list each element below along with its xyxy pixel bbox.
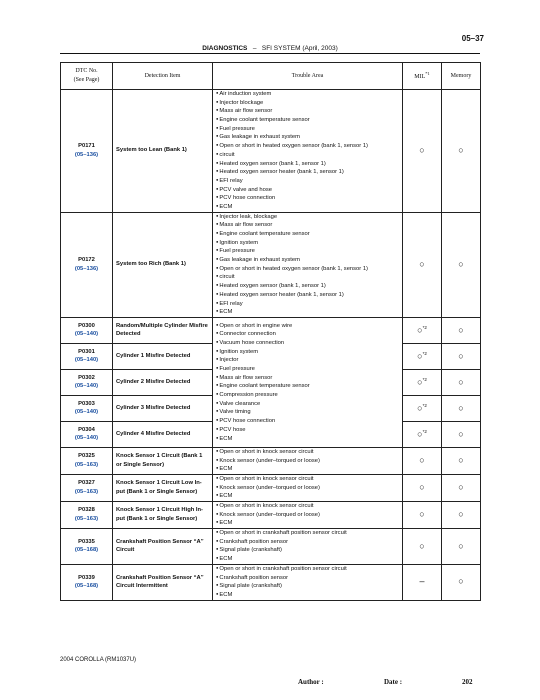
memory-indicator: ○	[458, 376, 464, 387]
dtc-code-cell	[61, 421, 113, 447]
trouble-area-item: ● ECM	[216, 591, 399, 600]
detection-item: Cylinder 4 Misfire Detected	[113, 421, 213, 447]
trouble-area-item: ● Fuel pressure	[216, 365, 399, 374]
trouble-area-cell	[213, 502, 403, 529]
trouble-area-item: ● ECM	[216, 519, 399, 528]
trouble-area-item: ● circuit	[216, 273, 399, 282]
dtc-code-cell	[61, 447, 113, 474]
trouble-area-item: ● PCV hose connection	[216, 417, 399, 426]
trouble-area-item: ● PCV hose connection	[216, 194, 399, 203]
table-row	[61, 317, 481, 343]
mil-cell	[403, 343, 442, 369]
table-row	[61, 474, 481, 501]
trouble-area-cell	[213, 212, 403, 317]
dtc-code: P0172	[78, 257, 95, 264]
memory-indicator: ○	[458, 350, 464, 361]
mil-note: *2	[422, 428, 427, 434]
mil-note: *2	[422, 402, 427, 408]
dtc-code-cell	[61, 395, 113, 421]
trouble-area-cell	[213, 474, 403, 501]
trouble-area-item: ● Signal plate (crankshaft)	[216, 582, 399, 591]
mil-indicator: ○	[417, 376, 423, 387]
trouble-area-item: ● Vacuum hose connection	[216, 339, 399, 348]
table-row	[61, 447, 481, 474]
detection-item: System too Lean (Bank 1)	[113, 90, 213, 213]
trouble-area-item: ● Knock sensor (under–torqued or loose)	[216, 484, 399, 493]
dtc-code-cell	[61, 317, 113, 343]
trouble-area-item: ● Open or short in crankshaft position sensor circuit	[216, 529, 399, 538]
table-row	[61, 529, 481, 565]
memory-cell	[442, 564, 481, 600]
trouble-area-item: ● PCV valve and hose	[216, 186, 399, 195]
dtc-code: P0303	[78, 400, 95, 407]
dtc-code: P0171	[78, 143, 95, 150]
trouble-area-item: ● Open or short in knock sensor circuit	[216, 475, 399, 484]
mil-cell	[403, 502, 442, 529]
dtc-code-cell	[61, 369, 113, 395]
head-separator: –	[252, 45, 257, 52]
trouble-area-item: ● Engine coolant temperature sensor	[216, 382, 399, 391]
trouble-area-cell	[213, 447, 403, 474]
detection-item: Random/Multiple Cylinder Misfire Detected	[113, 317, 213, 343]
dtc-code: P0327	[78, 480, 95, 487]
detection-item: Cylinder 3 Misfire Detected	[113, 395, 213, 421]
mil-indicator: ○	[419, 540, 425, 551]
trouble-area-item: ● Fuel pressure	[216, 125, 399, 134]
footer-page: 202	[462, 678, 473, 686]
memory-cell	[442, 212, 481, 317]
trouble-area-cell	[213, 317, 403, 447]
memory-cell	[442, 447, 481, 474]
trouble-area-item: ● Heated oxygen sensor (bank 1, sensor 1)	[216, 282, 399, 291]
trouble-area-item: ● Engine coolant temperature sensor	[216, 230, 399, 239]
dtc-code-cell	[61, 343, 113, 369]
dtc-page-ref: (05–168)	[74, 547, 99, 554]
dtc-page-ref: (05–140)	[74, 383, 99, 390]
mil-note: *2	[422, 350, 427, 356]
trouble-area-item: ● Crankshaft position sensor	[216, 574, 399, 583]
mil-indicator: ○	[417, 324, 423, 335]
trouble-area-item: ● ECM	[216, 203, 399, 212]
mil-indicator: ○	[417, 428, 423, 439]
col-header-code	[61, 63, 113, 90]
trouble-area-item: ● EFI relay	[216, 300, 399, 309]
mil-cell	[403, 529, 442, 565]
memory-cell	[442, 317, 481, 343]
trouble-area-item: ● Ignition system	[216, 348, 399, 357]
mil-note: *2	[422, 324, 427, 330]
mil-cell	[403, 369, 442, 395]
memory-indicator: ○	[458, 402, 464, 413]
mil-cell	[403, 474, 442, 501]
trouble-area-item: ● PCV hose	[216, 426, 399, 435]
memory-indicator: ○	[458, 259, 464, 269]
table-row	[61, 90, 481, 213]
mil-indicator: ○	[419, 482, 425, 493]
detection-item: System too Rich (Bank 1)	[113, 212, 213, 317]
trouble-area-item: ● Connector connection	[216, 330, 399, 339]
memory-indicator: ○	[458, 482, 464, 493]
mil-indicator: ○	[419, 509, 425, 520]
trouble-area-item: ● Mass air flow sensor	[216, 374, 399, 383]
trouble-area-item: ● Injector blockage	[216, 99, 399, 108]
trouble-area-item: ● Knock sensor (under–torqued or loose)	[216, 457, 399, 466]
mil-indicator: ○	[419, 145, 425, 156]
dtc-code: P0325	[78, 453, 95, 460]
dtc-code-cell	[61, 564, 113, 600]
trouble-area-item: ● ECM	[216, 308, 399, 317]
dtc-code: P0335	[78, 538, 95, 545]
table-row	[61, 502, 481, 529]
trouble-area-item: ● Mass air flow sensor	[216, 107, 399, 116]
memory-cell	[442, 474, 481, 501]
dtc-page-ref: (05–140)	[74, 409, 99, 416]
col-header-mil	[403, 63, 442, 90]
trouble-area-item: ● Open or short in heated oxygen sensor (bank 1, sensor 1)	[216, 265, 399, 274]
dtc-page-ref: (05–136)	[74, 151, 99, 158]
col-header-mil-note: *1	[425, 70, 430, 76]
trouble-area-item: ● EFI relay	[216, 177, 399, 186]
memory-indicator: ○	[458, 145, 464, 156]
mil-indicator: ○	[419, 259, 425, 269]
dtc-code-cell	[61, 529, 113, 565]
col-header-code-line1: DTC No.	[75, 68, 98, 74]
trouble-area-item: ● Heated oxygen sensor heater (bank 1, sensor 1)	[216, 291, 399, 300]
memory-cell	[442, 502, 481, 529]
dtc-page-ref: (05–168)	[74, 583, 99, 590]
detection-item: Knock Sensor 1 Circuit (Bank 1 or Single Sensor)	[113, 447, 213, 474]
trouble-area-item: ● Open or short in crankshaft position sensor circuit	[216, 565, 399, 574]
mil-note: *2	[422, 376, 427, 382]
col-header-trouble: Trouble Area	[213, 63, 403, 90]
memory-cell	[442, 421, 481, 447]
mil-cell	[403, 421, 442, 447]
dtc-code: P0339	[78, 574, 95, 581]
trouble-area-item: ● ECM	[216, 435, 399, 444]
mil-cell	[403, 447, 442, 474]
trouble-area-item: ● Gas leakage in exhaust system	[216, 133, 399, 142]
header-rule	[60, 53, 480, 54]
memory-indicator: ○	[458, 455, 464, 466]
memory-cell	[442, 343, 481, 369]
dtc-code: P0301	[78, 348, 95, 355]
section-title: DIAGNOSTICS	[202, 45, 248, 52]
page-number: 05–37	[461, 34, 484, 43]
dtc-code: P0304	[78, 426, 95, 433]
trouble-area-item: ● Open or short in heated oxygen sensor (bank 1, sensor 1)	[216, 142, 399, 151]
mil-cell	[403, 564, 442, 600]
dtc-page-ref: (05–140)	[74, 331, 99, 338]
mil-cell	[403, 90, 442, 213]
dtc-page-ref: (05–163)	[74, 461, 99, 468]
col-header-mil-label: MIL	[414, 73, 426, 80]
memory-indicator: ○	[458, 576, 464, 587]
trouble-area-item: ● Heated oxygen sensor heater (bank 1, sensor 1)	[216, 168, 399, 177]
detection-item: Crankshaft Position Sensor “A” Circuit	[113, 529, 213, 565]
dtc-code-cell	[61, 474, 113, 501]
trouble-area-cell	[213, 90, 403, 213]
dtc-code: P0302	[78, 374, 95, 381]
running-head	[0, 45, 540, 52]
mil-cell	[403, 395, 442, 421]
footer-date-label: Date :	[384, 678, 403, 686]
footer-author-label: Author :	[298, 678, 324, 686]
trouble-area-item: ● Injector leak, blockage	[216, 213, 399, 222]
trouble-area-item: ● Heated oxygen sensor (bank 1, sensor 1)	[216, 160, 399, 169]
table-header-row	[61, 63, 481, 90]
trouble-area-cell	[213, 564, 403, 600]
memory-indicator: ○	[458, 509, 464, 520]
detection-item: Knock Sensor 1 Circuit Low In-put (Bank 1 or Single Sensor)	[113, 474, 213, 501]
trouble-area-item: ● Ignition system	[216, 239, 399, 248]
trouble-area-item: ● ECM	[216, 492, 399, 501]
trouble-area-cell	[213, 529, 403, 565]
trouble-area-item: ● Fuel pressure	[216, 247, 399, 256]
memory-cell	[442, 90, 481, 213]
dtc-page-ref: (05–163)	[74, 488, 99, 495]
trouble-area-item: ● Open or short in knock sensor circuit	[216, 502, 399, 511]
dtc-code-cell	[61, 502, 113, 529]
dtc-code-cell	[61, 212, 113, 317]
footer-model: 2004 COROLLA (RM1037U)	[60, 657, 137, 663]
dtc-code-cell	[61, 90, 113, 213]
trouble-area-item: ● Mass air flow sensor	[216, 221, 399, 230]
detection-item: Knock Sensor 1 Circuit High In-put (Bank 1 or Single Sensor)	[113, 502, 213, 529]
trouble-area-item: ● ECM	[216, 555, 399, 564]
memory-indicator: ○	[458, 540, 464, 551]
col-header-code-line2: (See Page)	[73, 77, 100, 83]
col-header-detection: Detection Item	[113, 63, 213, 90]
trouble-area-item: ● Engine coolant temperature sensor	[216, 116, 399, 125]
trouble-area-item: ● Open or short in knock sensor circuit	[216, 448, 399, 457]
trouble-area-item: ● Crankshaft position sensor	[216, 538, 399, 547]
dtc-page-ref: (05–140)	[74, 435, 99, 442]
memory-indicator: ○	[458, 324, 464, 335]
trouble-area-item: ● Gas leakage in exhaust system	[216, 256, 399, 265]
trouble-area-item: ● Injector	[216, 356, 399, 365]
dtc-table	[60, 62, 481, 601]
col-header-memory: Memory	[442, 63, 481, 90]
trouble-area-item: ● Valve timing	[216, 408, 399, 417]
trouble-area-item: ● Signal plate (crankshaft)	[216, 546, 399, 555]
trouble-area-item: ● Compression pressure	[216, 391, 399, 400]
trouble-area-item: ● Knock sensor (under–torqued or loose)	[216, 511, 399, 520]
memory-cell	[442, 395, 481, 421]
trouble-area-item: ● Open or short in engine wire	[216, 322, 399, 331]
detection-item: Cylinder 2 Misfire Detected	[113, 369, 213, 395]
trouble-area-item: ● circuit	[216, 151, 399, 160]
mil-cell	[403, 317, 442, 343]
table-row	[61, 564, 481, 600]
dtc-page-ref: (05–140)	[74, 357, 99, 364]
mil-indicator: ○	[417, 402, 423, 413]
dtc-page-ref: (05–136)	[74, 265, 99, 272]
dtc-code: P0300	[78, 322, 95, 329]
table-row	[61, 212, 481, 317]
mil-indicator: ○	[419, 455, 425, 466]
dtc-page-ref: (05–163)	[74, 516, 99, 523]
mil-cell	[403, 212, 442, 317]
table-body	[61, 90, 481, 601]
mil-indicator: ○	[417, 350, 423, 361]
memory-cell	[442, 369, 481, 395]
detection-item: Cylinder 1 Misfire Detected	[113, 343, 213, 369]
dtc-code: P0328	[78, 507, 95, 514]
memory-indicator: ○	[458, 428, 464, 439]
detection-item: Crankshaft Position Sensor “A” Circuit Intermittent	[113, 564, 213, 600]
trouble-area-item: ● Air induction system	[216, 90, 399, 99]
subsection-title: SFI SYSTEM (April, 2003)	[261, 45, 338, 52]
mil-indicator: –	[419, 576, 425, 587]
trouble-area-item: ● Valve clearance	[216, 400, 399, 409]
trouble-area-item: ● ECM	[216, 465, 399, 474]
memory-cell	[442, 529, 481, 565]
